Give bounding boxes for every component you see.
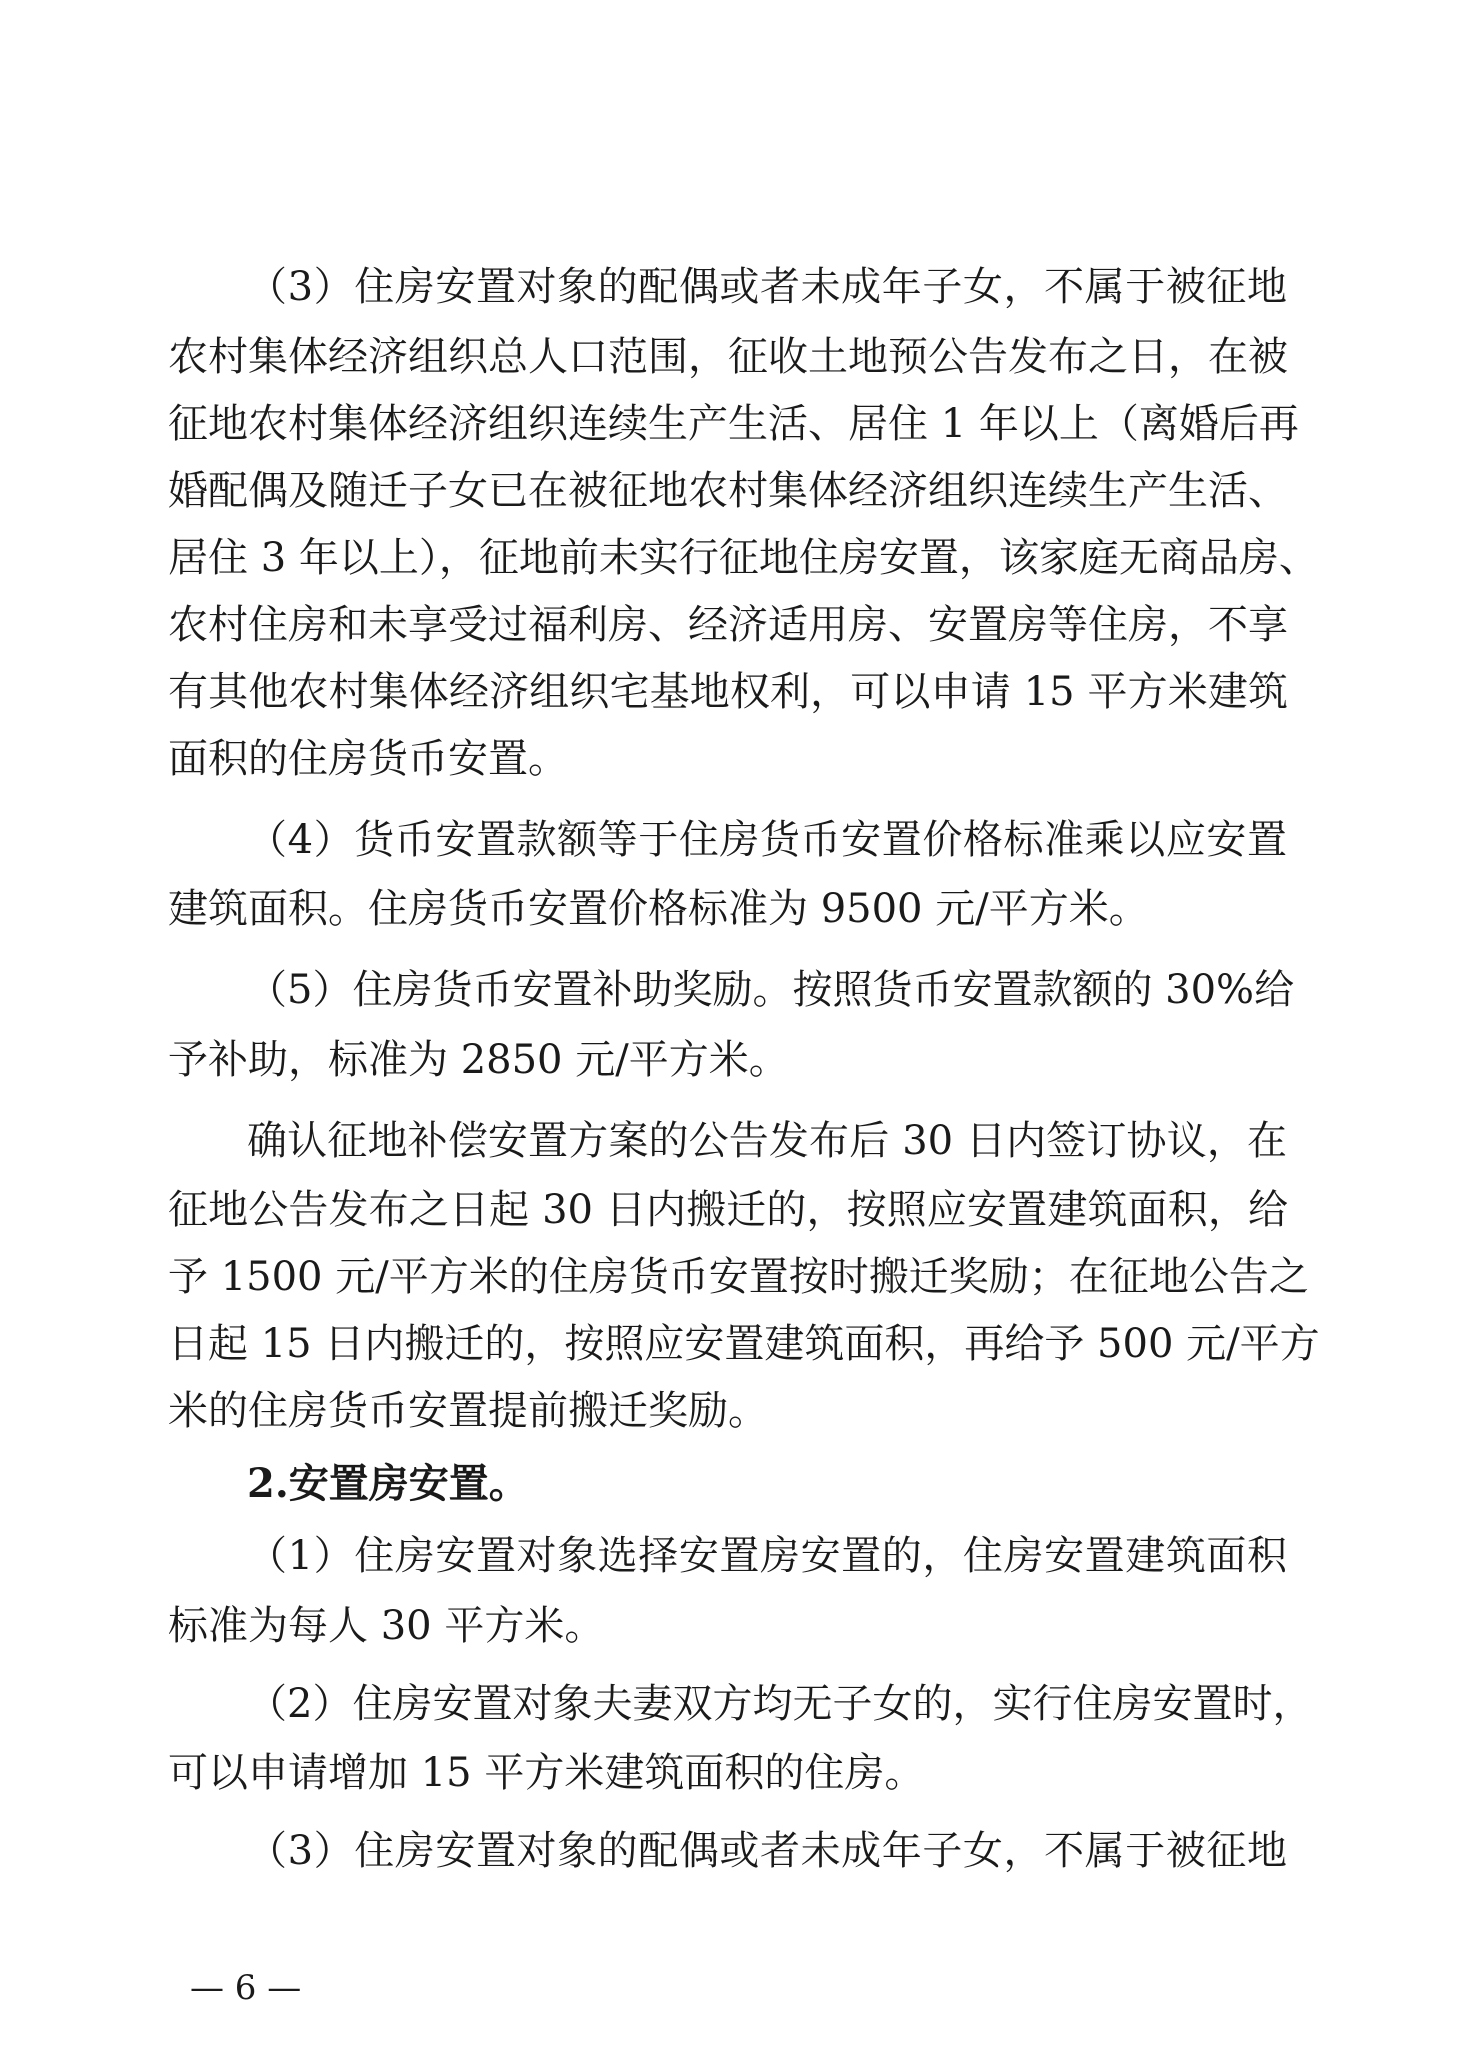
- paragraph-text: 征地农村集体经济组织连续生产生活、居住 1 年以上（离婚后再: [168, 401, 1299, 447]
- paragraph-text: 建筑面积。住房货币安置价格标准为 9500 元/平方米。: [168, 886, 1149, 932]
- text-line: [0, 884, 1465, 934]
- paragraph-text: （3）住房安置对象的配偶或者未成年子女，不属于被征地: [247, 264, 1287, 310]
- text-line: [0, 815, 1465, 865]
- paragraph-text: 予 1500 元/平方米的住房货币安置按时搬迁奖励；在征地公告之: [168, 1254, 1309, 1300]
- text-line: [0, 1679, 1465, 1729]
- paragraph-text: 有其他农村集体经济组织宅基地权利，可以申请 15 平方米建筑: [168, 669, 1288, 715]
- paragraph-text: 居住 3 年以上），征地前未实行征地住房安置，该家庭无商品房、: [168, 535, 1319, 581]
- paragraph-text: 面积的住房货币安置。: [168, 736, 568, 782]
- paragraph-text: （5）住房货币安置补助奖励。按照货币安置款额的 30%给: [247, 967, 1295, 1013]
- page-number: — 6 —: [190, 1968, 302, 2008]
- text-line: [0, 1601, 1465, 1651]
- paragraph-text: 予补助，标准为 2850 元/平方米。: [168, 1037, 789, 1083]
- section-heading-text: 2.安置房安置。: [247, 1460, 529, 1507]
- paragraph-text: 米的住房货币安置提前搬迁奖励。: [168, 1388, 768, 1434]
- text-line: [0, 1035, 1465, 1085]
- text-line: [0, 1748, 1465, 1798]
- paragraph-text: （4）货币安置款额等于住房货币安置价格标准乘以应安置: [247, 817, 1287, 863]
- text-line: [0, 1826, 1465, 1876]
- paragraph-text: 可以申请增加 15 平方米建筑面积的住房。: [168, 1750, 925, 1796]
- paragraph-text: （3）住房安置对象的配偶或者未成年子女，不属于被征地: [247, 1828, 1287, 1874]
- text-line: [0, 965, 1465, 1015]
- paragraph-text: 征地公告发布之日起 30 日内搬迁的，按照应安置建筑面积，给: [168, 1187, 1288, 1233]
- paragraph-text: 日起 15 日内搬迁的，按照应安置建筑面积，再给予 500 元/平方: [168, 1321, 1320, 1367]
- paragraph-text: （1）住房安置对象选择安置房安置的，住房安置建筑面积: [247, 1533, 1287, 1579]
- text-line: [0, 399, 1465, 449]
- paragraph-text: （2）住房安置对象夫妻双方均无子女的，实行住房安置时，: [247, 1681, 1313, 1727]
- paragraph-text: 确认征地补偿安置方案的公告发布后 30 日内签订协议，在: [247, 1118, 1287, 1164]
- paragraph-text: 农村集体经济组织总人口范围，征收土地预公告发布之日，在被: [168, 334, 1288, 380]
- section-heading: [0, 1459, 1465, 1509]
- text-line: [0, 262, 1465, 312]
- text-line: [0, 1116, 1465, 1166]
- text-line: [0, 332, 1465, 382]
- text-line: [0, 1252, 1465, 1302]
- text-line: [0, 1531, 1465, 1581]
- text-line: [0, 1319, 1465, 1369]
- text-line: [0, 466, 1465, 516]
- text-line: [0, 667, 1465, 717]
- text-line: [0, 1185, 1465, 1235]
- paragraph-text: 农村住房和未享受过福利房、经济适用房、安置房等住房，不享: [168, 602, 1288, 648]
- text-line: [0, 1386, 1465, 1436]
- text-line: [0, 734, 1465, 784]
- paragraph-text: 婚配偶及随迁子女已在被征地农村集体经济组织连续生产生活、: [168, 468, 1288, 514]
- paragraph-text: 标准为每人 30 平方米。: [168, 1603, 605, 1649]
- text-line: [0, 600, 1465, 650]
- text-line: [0, 533, 1465, 583]
